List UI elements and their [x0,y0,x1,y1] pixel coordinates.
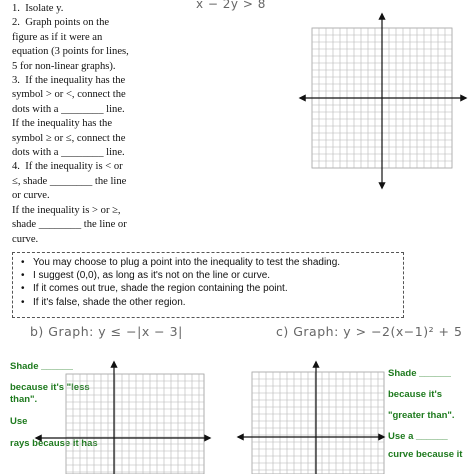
step-line: shade ________ the line or [12,219,127,231]
coordinate-grid-a[interactable] [298,10,468,190]
problem-a-inequality: x − 2y > 8 [196,0,266,11]
note-line: curve because it [388,449,463,460]
tip-item: • You may choose to plug a point into the inequality to test the shading. [21,256,397,269]
step-line: dots with a ________ line. [12,147,125,159]
step-line: 2. Graph points on the [12,17,110,29]
grid-border [66,374,204,474]
step-line: symbol > or <, connect the [12,89,126,101]
note-line: because it's [388,389,443,400]
note-line: Shade ______ [10,361,73,372]
step-line: figure as if it were an [12,31,103,43]
coordinate-grid-b[interactable] [30,360,212,474]
steps-list [12,2,162,247]
step-line: If the inequality has the [12,118,113,130]
step-line: symbol ≥ or ≤, connect the [12,132,126,144]
note-line: "greater than". [388,410,455,421]
tip-item: • If it comes out true, shade the region containing the point. [21,282,397,295]
problem-c-heading: c) Graph: y > −2(x−1)² + 5 [276,324,463,339]
note-line: Use a ______ [388,431,448,442]
step-line: 4. If the inequality is < or [12,161,123,173]
tip-item: • If it's false, shade the other region. [21,296,397,309]
step-line: dots with a ________ line. [12,103,125,115]
grid-lines [252,372,384,474]
coordinate-grid-c[interactable] [236,360,386,474]
step-line: equation (3 points for lines, [12,46,129,58]
grid-lines [66,374,204,474]
step-line: ≤, shade ________ the line [12,175,127,187]
note-line: Use [10,416,28,427]
note-line: Shade ______ [388,368,451,379]
step-line: 5 for non-linear graphs). [12,60,116,72]
note-line: rays because it has [10,438,98,449]
step-line: 1. Isolate y. [12,3,64,14]
tip-item: • I suggest (0,0), as long as it's not on the line or curve. [21,269,397,282]
step-line: 3. If the inequality has the [12,75,126,87]
problem-b-heading: b) Graph: y ≤ −|x − 3| [30,324,183,339]
tips-box [12,252,404,318]
step-line: If the inequality is > or ≥, [12,204,121,216]
note-line: than". [10,394,38,405]
step-line: or curve. [12,190,50,202]
note-line: because it's "less [10,382,90,393]
step-line: curve. [12,233,39,245]
notes-c [388,368,462,461]
